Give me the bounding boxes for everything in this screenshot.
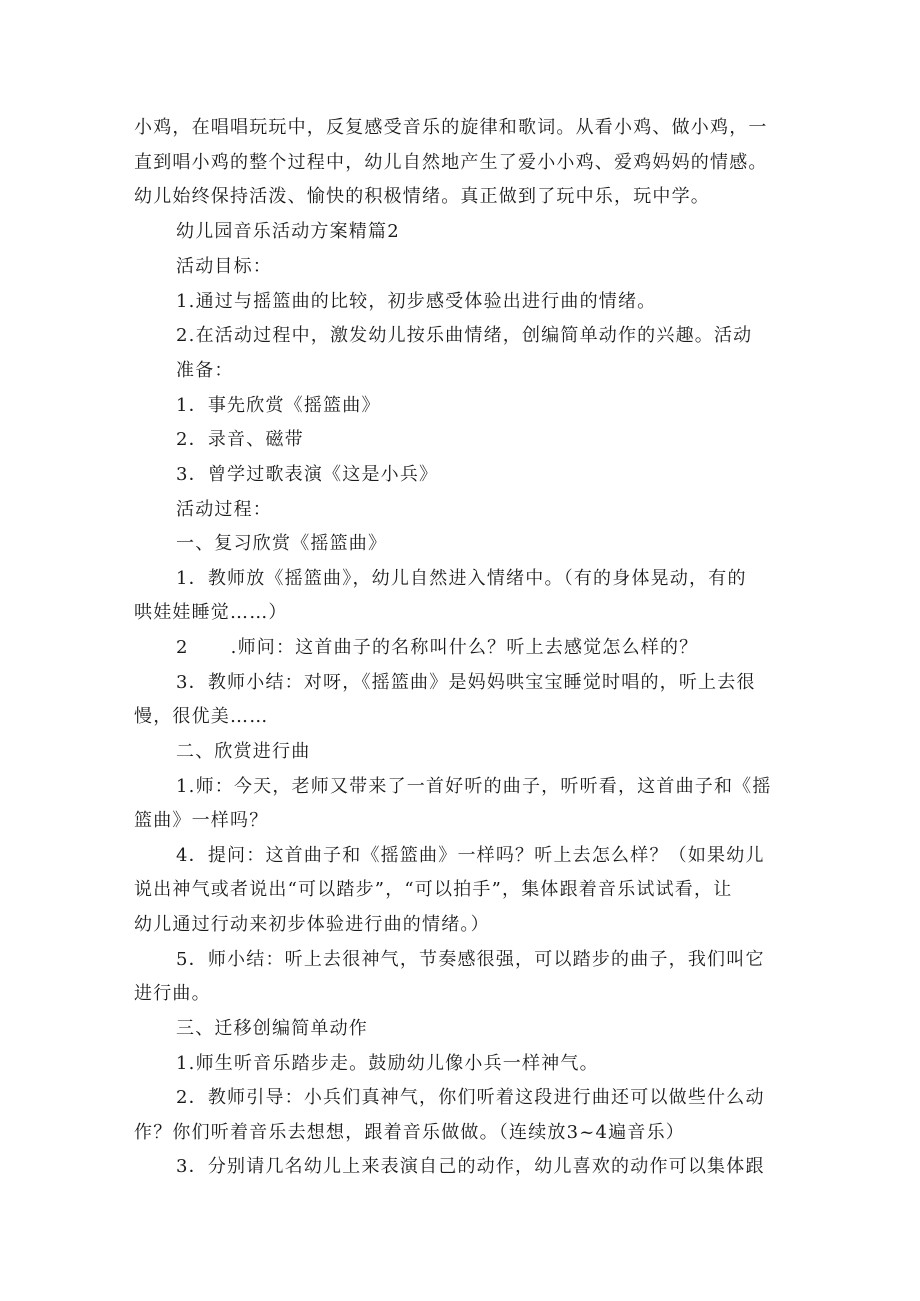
list-number: 2 <box>176 637 189 658</box>
paragraph-line: 慢，很优美…… <box>134 706 269 727</box>
list-item <box>176 636 698 660</box>
list-item: 4．提问：这首曲子和《摇篮曲》一样吗？听上去怎么样？（如果幼儿 <box>176 845 765 866</box>
section-heading: 幼儿园音乐活动方案精篇2 <box>176 221 400 242</box>
list-item: 1.师：今天，老师又带来了一首好听的曲子，听听看，这首曲子和《摇 <box>176 776 772 797</box>
paragraph-line: 进行曲。 <box>134 983 211 1004</box>
list-item: 1．事先欣赏《摇篮曲》 <box>176 395 381 416</box>
paragraph-line: 幼儿通过行动来初步体验进行曲的情绪。） <box>134 914 490 935</box>
paragraph-line: 篮曲》一样吗？ <box>134 810 269 831</box>
list-item: 3．分别请几名幼儿上来表演自己的动作，幼儿喜欢的动作可以集体跟 <box>176 1156 765 1177</box>
list-item: 1.师生听音乐踏步走。鼓励幼儿像小兵一样神气。 <box>176 1053 599 1074</box>
list-text: .师问：这首曲子的名称叫什么？听上去感觉怎么样的？ <box>230 637 699 658</box>
paragraph-line: 说出神气或者说出“可以踏步”，“可以拍手”，集体跟着音乐试试看，让 <box>134 879 733 900</box>
subheading: 准备： <box>176 360 234 381</box>
step-heading: 一、复习欣赏《摇篮曲》 <box>176 533 388 554</box>
list-item: 2．录音、磁带 <box>176 429 304 450</box>
subheading: 活动目标： <box>176 256 272 277</box>
subheading: 活动过程： <box>176 499 272 520</box>
list-item: 5．师小结：听上去很神气，节奏感很强，可以踏步的曲子，我们叫它 <box>176 949 765 970</box>
list-item: 1．教师放《摇篮曲》，幼儿自然进入情绪中。（有的身体晃动，有的 <box>176 568 747 589</box>
paragraph-line: 小鸡，在唱唱玩玩中，反复感受音乐的旋律和歌词。从看小鸡、做小鸡，一 <box>134 117 768 138</box>
paragraph-line: 哄娃娃睡觉……） <box>134 602 288 623</box>
list-item: 1.通过与摇篮曲的比较，初步感受体验出进行曲的情绪。 <box>176 291 657 312</box>
paragraph-line: 直到唱小鸡的整个过程中，幼儿自然地产生了爱小小鸡、爱鸡妈妈的情感。 <box>134 152 768 173</box>
step-heading: 二、欣赏进行曲 <box>176 741 311 762</box>
step-heading: 三、迁移创编简单动作 <box>176 1018 368 1039</box>
paragraph-line: 幼儿始终保持活泼、愉快的积极情绪。真正做到了玩中乐，玩中学。 <box>134 186 710 207</box>
list-item: 2．教师引导：小兵们真神气，你们听着这段进行曲还可以做些什么动 <box>176 1087 765 1108</box>
list-item: 2.在活动过程中，激发幼儿按乐曲情绪，创编简单动作的兴趣。活动 <box>176 325 753 346</box>
list-item: 3．教师小结：对呀，《摇篮曲》是妈妈哄宝宝睡觉时唱的，听上去很 <box>176 672 756 693</box>
list-item: 3．曾学过歌表演《这是小兵》 <box>176 464 439 485</box>
paragraph-line: 作？你们听着音乐去想想，跟着音乐做做。（连续放3~4遍音乐） <box>134 1122 685 1143</box>
